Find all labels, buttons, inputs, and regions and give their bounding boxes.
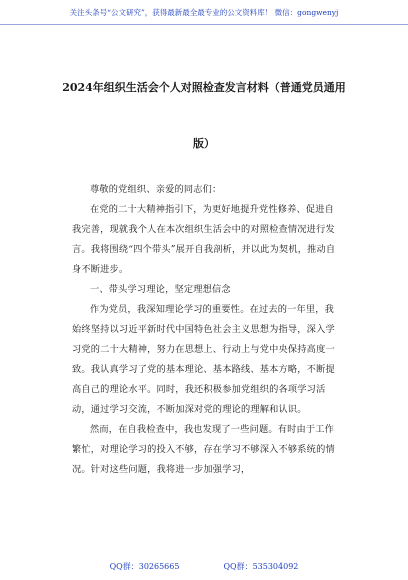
paragraph: 作为党员，我深知理论学习的重要性。在过去的一年里，我始终坚持以习近平新时代中国特色社会主义思想为指导，深入学习党的二十大精神，努力在思想上、行动上与党中央保持高度一致。我认真学习了党的基本理论、基本路线、基本方略，不断提高自己的理论水平。同时，我还积极参加党组织的各项学习活动，通过学习交流，不断加深对党的理论的理解和认识。 xyxy=(72,304,335,415)
paragraph: 然而，在自我检查中，我也发现了一些问题。有时由于工作繁忙，对理论学习的投入不够，存在学习不够深入不够系统的情况。针对这些问题，我将进一步加强学习， xyxy=(72,424,335,475)
paragraph: 在党的二十大精神指引下，为更好地提升党性修养、促进自我完善，现就我个人在本次组织生活会中的对照检查情况进行发言。我将围绕“四个带头”展开自我剖析，并以此为契机，推动自身不断进步。 xyxy=(72,204,336,275)
header-note: 关注头条号“公文研究”，获得最新最全最专业的公文资料库！ 微信：gongwenyj xyxy=(0,0,408,25)
section-heading: 一、带头学习理论，坚定理想信念 xyxy=(90,284,231,295)
qq-group-2: QQ群：535304092 xyxy=(223,561,299,571)
title-line-2: 版） xyxy=(193,137,215,150)
salutation: 尊敬的党组织、亲爱的同志们： xyxy=(90,184,222,195)
qq-group-1: QQ群：30265665 xyxy=(109,561,180,571)
document-title xyxy=(56,60,352,172)
footer xyxy=(0,552,408,580)
document-body xyxy=(72,180,336,480)
title-line-1: 2024年组织生活会个人对照检查发言材料（普通党员通用 xyxy=(62,81,346,94)
